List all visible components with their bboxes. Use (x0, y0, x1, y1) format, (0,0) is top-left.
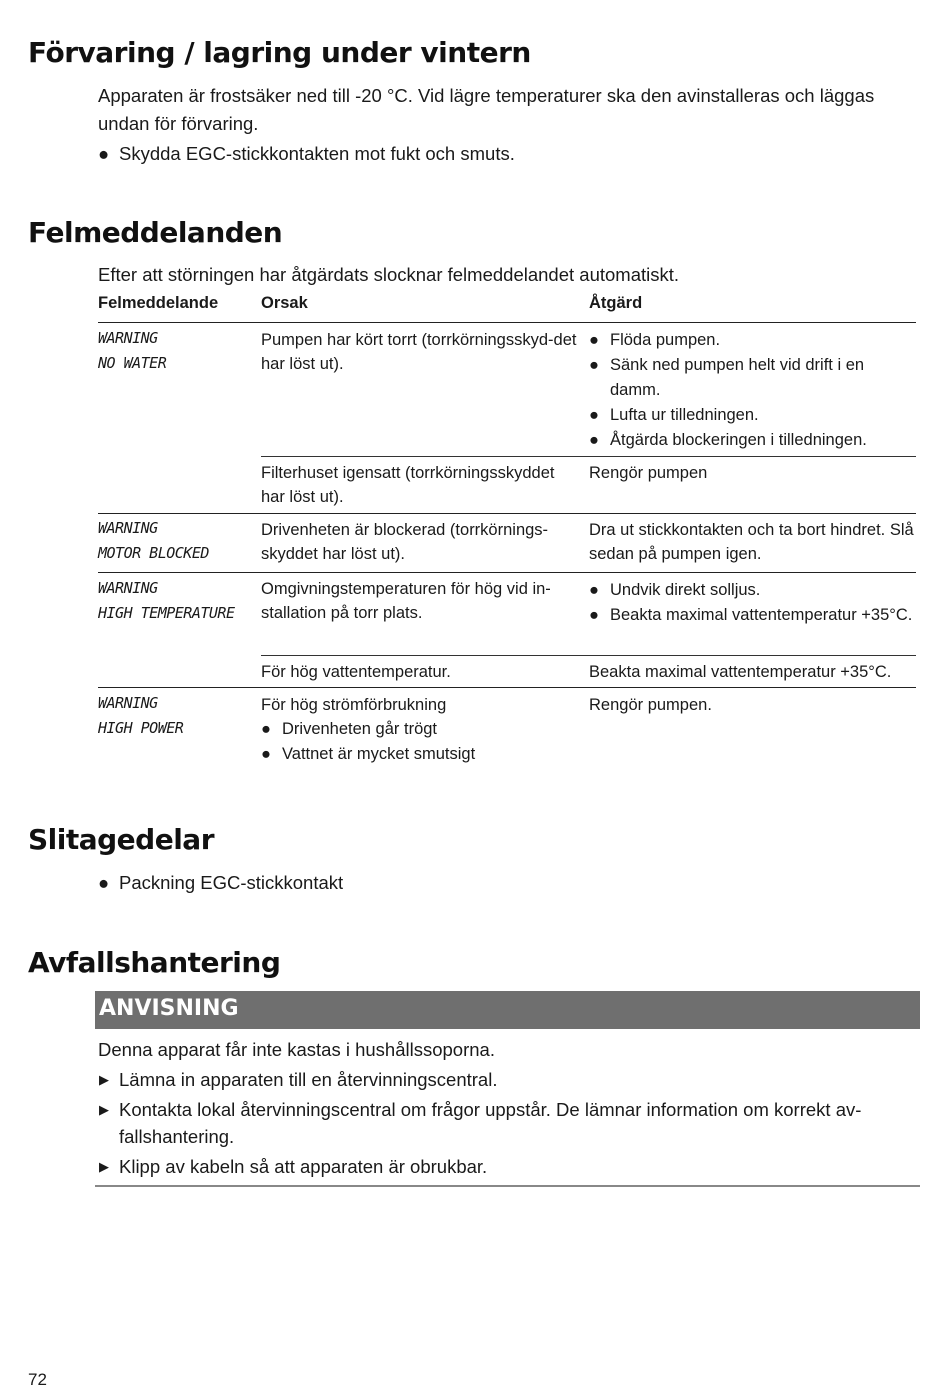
page-number: 72 (28, 1370, 47, 1389)
disposal-step: ▶ Kontakta lokal återvinningscentral om frågor uppstår. De lämnar information om korrekt av-fallshantering. (98, 1096, 910, 1150)
cause-high-power: För hög strömförbrukning ● Drivenheten går trögt ● Vattnet är mycket smutsigt (261, 693, 577, 767)
action-remove-obstacle: Dra ut stickkontakten och ta bort hindret. Slå sedan på pumpen igen. (589, 521, 914, 563)
actions-temperature (589, 578, 919, 628)
header-message: Felmeddelande (98, 294, 219, 312)
bullet-icon: ● (98, 872, 110, 893)
notice-bottom-rule (95, 1185, 920, 1187)
notice-label: ANVISNING (99, 996, 239, 1021)
cause-filter-clogged: Filterhuset igensatt (torrkörningsskyddet har löst ut). (261, 464, 555, 506)
bullet-icon: ● (589, 406, 599, 424)
disposal-step: ▶ Klipp av kabeln så att apparaten är obrukbar. (98, 1153, 910, 1180)
cause-drive-blocked: Drivenheten är blockerad (torrkörnings-skyddet har löst ut). (261, 521, 549, 563)
wear-bullet: ● Packning EGC-stickkontakt (98, 869, 910, 897)
storage-text: Apparaten är frostsäker ned till -20 °C. Vid lägre temperaturer ska den avinstalleras och läggas undan för förvaring. (98, 85, 875, 134)
action-clean-pump: Rengör pumpen (589, 464, 708, 482)
row-divider (261, 655, 916, 656)
bullet-icon: ● (98, 143, 110, 164)
list-item: ● Drivenheten går trögt (261, 717, 577, 742)
row-divider (98, 513, 916, 514)
bullet-icon: ● (261, 745, 271, 763)
bullet-icon: ● (589, 431, 599, 449)
disposal-step: ▶ Lämna in apparaten till en återvinningscentral. (98, 1066, 910, 1093)
error-message-high-power: WARNING HIGH POWER (98, 694, 184, 737)
cause-water-temperature: För hög vattentemperatur. (261, 663, 451, 681)
wear-heading: Slitagedelar (28, 823, 215, 856)
list-item: ● Sänk ned pumpen helt vid drift i en damm. (589, 353, 919, 403)
action-max-water-temperature: Beakta maximal vattentemperatur +35°C. (589, 663, 892, 681)
errors-intro: Efter att störningen har åtgärdats slocknar felmeddelandet automatiskt. (98, 264, 680, 285)
errors-heading: Felmeddelanden (28, 216, 283, 249)
list-item: ● Lufta ur tilledningen. (589, 403, 919, 428)
bullet-icon: ● (589, 356, 599, 374)
row-divider (98, 572, 916, 573)
storage-bullet: ● Skydda EGC-stickkontakten mot fukt och smuts. (98, 140, 910, 168)
table-header-rule (98, 322, 916, 323)
error-message-motor-blocked: WARNING MOTOR BLOCKED (98, 519, 209, 562)
actions-dry-run (589, 328, 919, 453)
bullet-icon: ● (261, 720, 271, 738)
arrow-right-icon: ▶ (99, 1072, 109, 1087)
cause-dry-run: Pumpen har kört torrt (torrkörningsskyd-det har löst ut). (261, 331, 577, 373)
bullet-icon: ● (589, 331, 599, 349)
row-divider (261, 456, 916, 457)
header-action: Åtgärd (589, 294, 643, 312)
list-item: ● Beakta maximal vattentemperatur +35°C. (589, 603, 919, 628)
arrow-right-icon: ▶ (99, 1159, 109, 1174)
error-message-no-water: WARNING NO WATER (98, 329, 167, 372)
disposal-heading: Avfallshantering (28, 946, 281, 979)
bullet-icon: ● (589, 606, 599, 624)
row-divider (98, 687, 916, 688)
list-item: ● Åtgärda blockeringen i tilledningen. (589, 428, 919, 453)
notice-banner (95, 991, 920, 1029)
disposal-text: Denna apparat får inte kastas i hushållssoporna. (98, 1039, 495, 1060)
list-item: ● Flöda pumpen. (589, 328, 919, 353)
header-cause: Orsak (261, 294, 308, 312)
storage-heading: Förvaring / lagring under vintern (28, 36, 531, 69)
action-clean-pump-power: Rengör pumpen. (589, 696, 712, 714)
cause-ambient-temperature: Omgivningstemperaturen för hög vid in-stallation på torr plats. (261, 580, 551, 622)
error-message-high-temperature: WARNING HIGH TEMPERATURE (98, 579, 235, 622)
list-item: ● Vattnet är mycket smutsigt (261, 742, 577, 767)
list-item: ● Undvik direkt solljus. (589, 578, 919, 603)
bullet-icon: ● (589, 581, 599, 599)
arrow-right-icon: ▶ (99, 1102, 109, 1117)
